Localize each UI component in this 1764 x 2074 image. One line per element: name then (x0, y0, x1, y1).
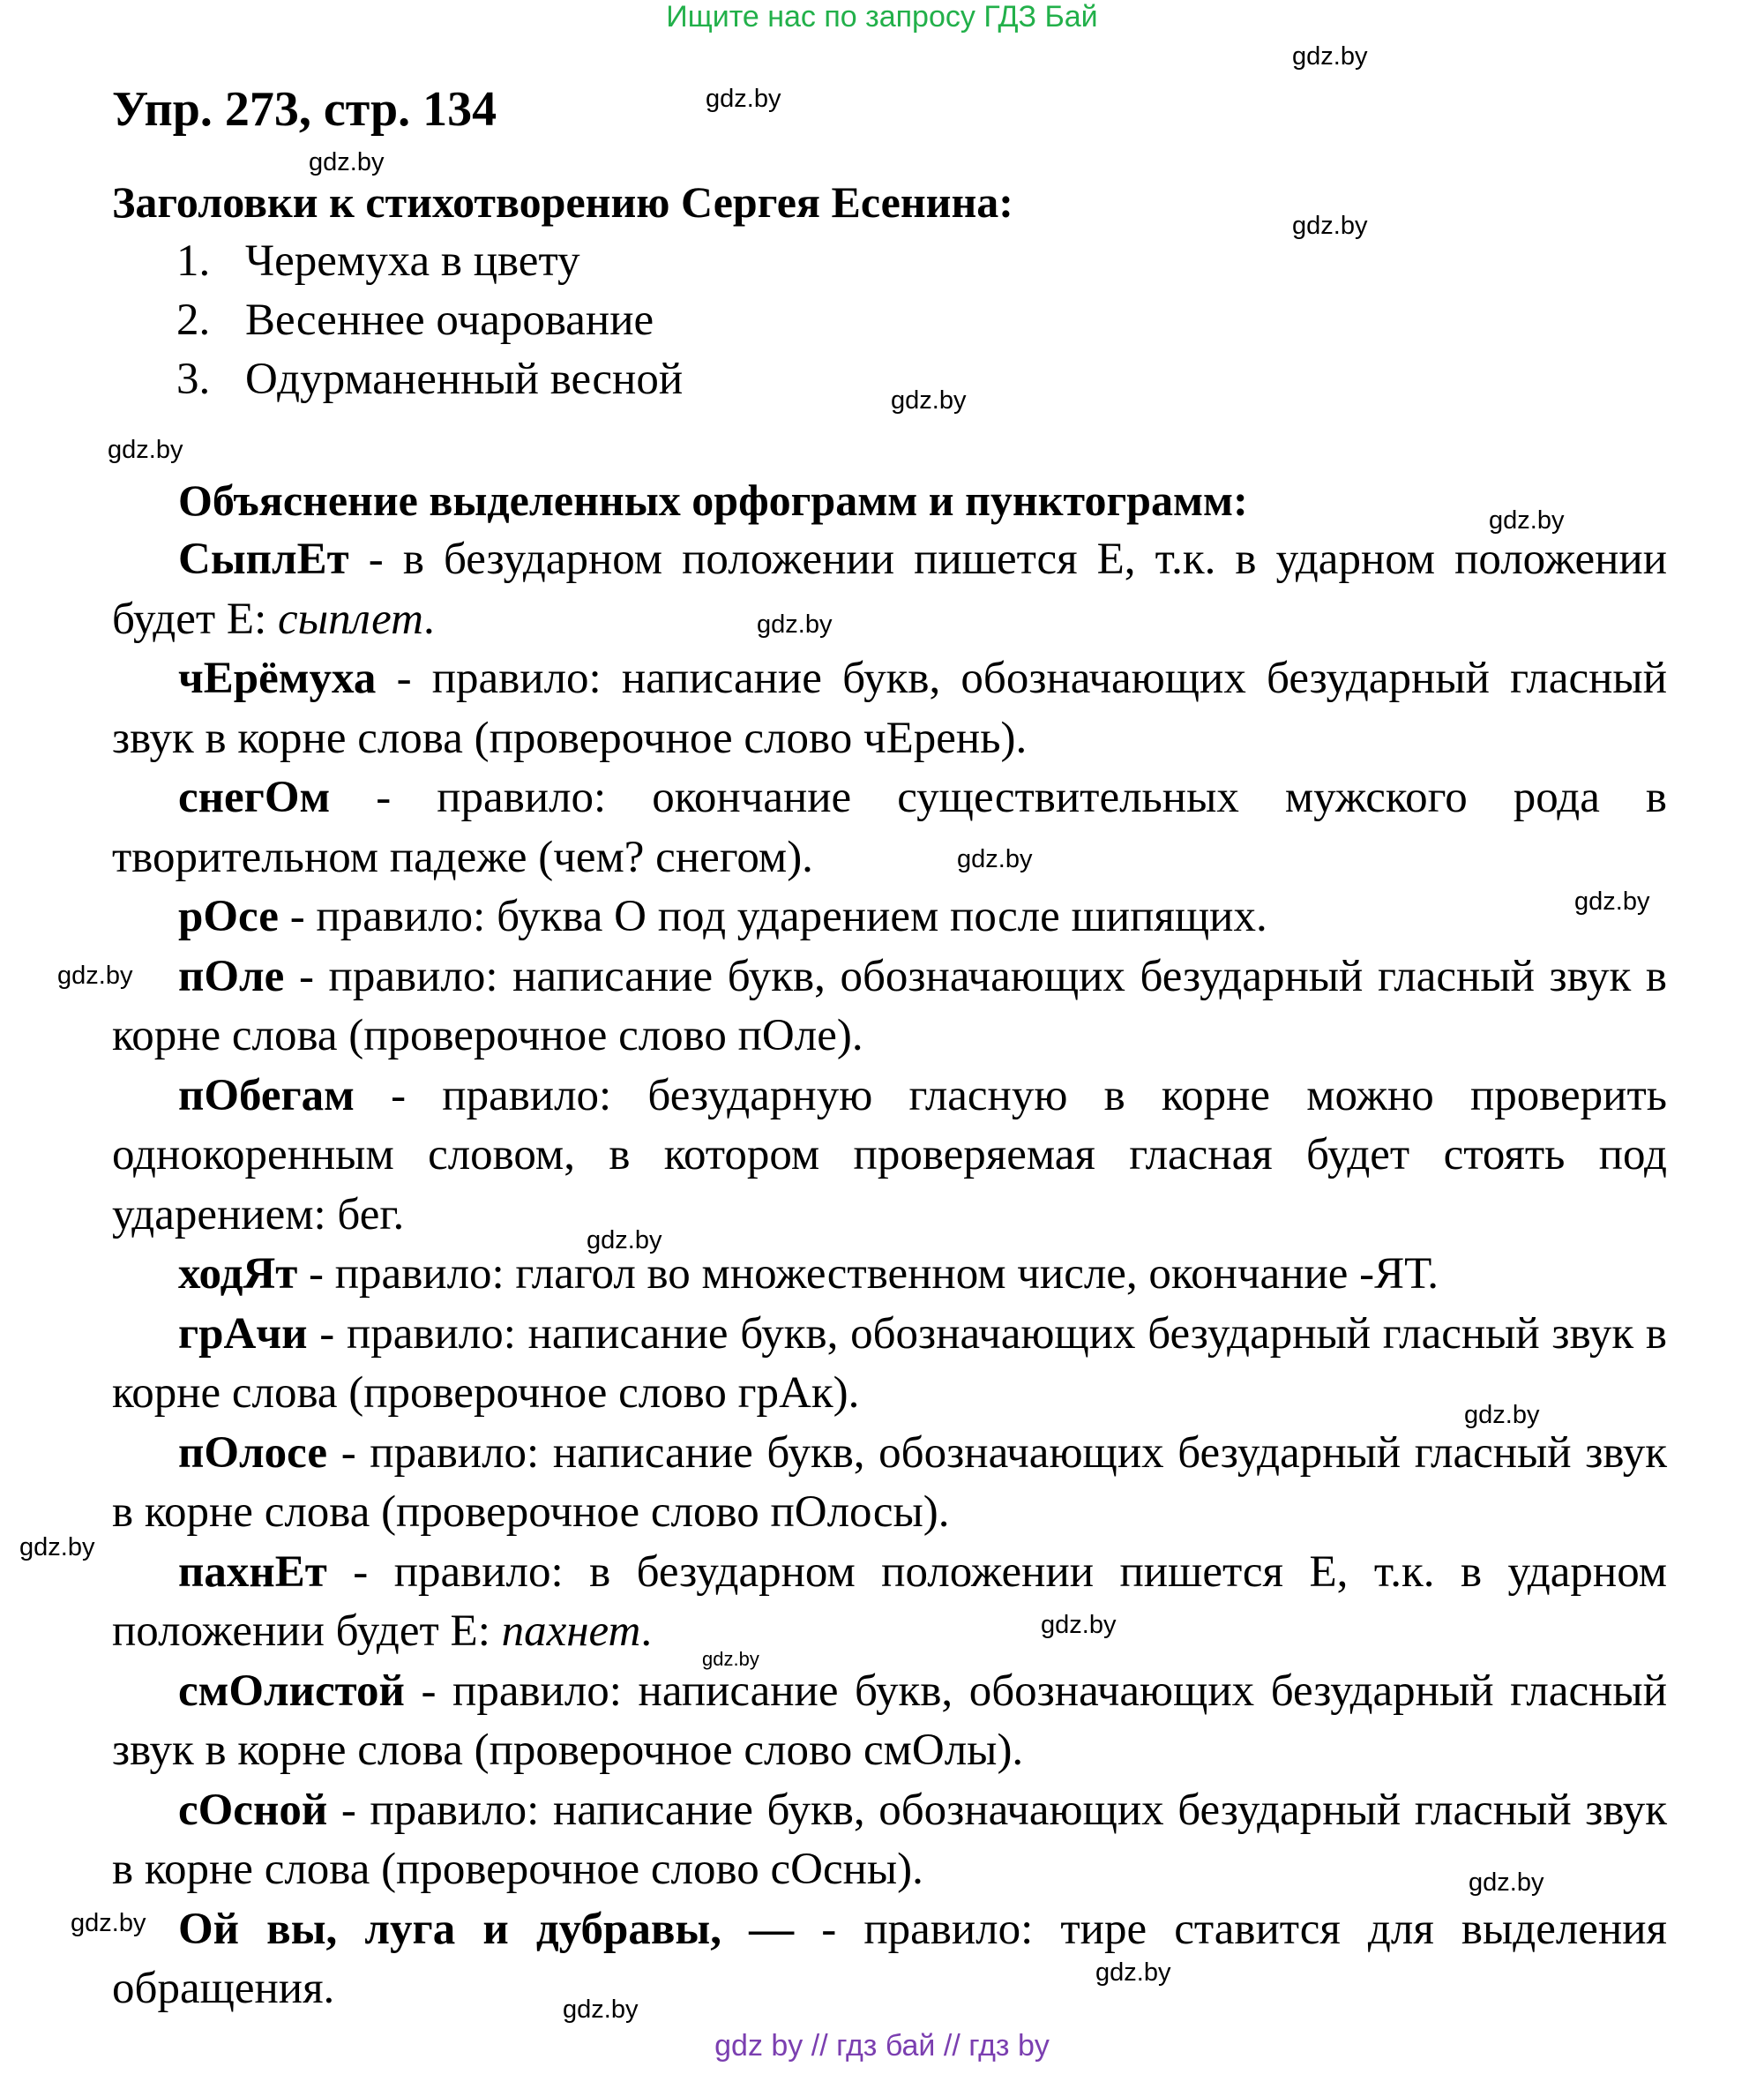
watermark: gdz.by (1469, 1868, 1544, 1897)
entry-rule: - в безударном положении пишется Е, т.к. в ударном положении будет Е: (112, 535, 1667, 644)
watermark: gdz.by (1464, 1401, 1540, 1429)
explanation-entry (112, 1305, 1667, 1424)
entry-rule: - правило: написание букв, обозначающих безударный гласный звук в корне слова (проверочное слово пОле). (112, 951, 1667, 1060)
watermark: gdz.by (1041, 1611, 1117, 1639)
explanation-heading: Объяснение выделенных орфограмм и пунктограмм: (178, 475, 1248, 525)
entry-end: . (640, 1606, 653, 1656)
watermark: gdz.by (757, 610, 833, 639)
explanation-entry (112, 1543, 1667, 1662)
entry-rule: - правило: окончание существительных мужского рода в творительном падеже (чем? снегом). (112, 773, 1667, 882)
top-banner: Ищите нас по запросу ГДЗ Бай (666, 0, 1098, 34)
footer-links[interactable]: gdz by // гдз бай // гдз by (714, 2029, 1050, 2063)
entry-rule: - правило: тире ставится для выделения обращения. (112, 1904, 1667, 2013)
watermark: gdz.by (587, 1226, 662, 1254)
explanation-entry (112, 768, 1667, 887)
explanation-entry (112, 1662, 1667, 1781)
explanation-list (112, 530, 1667, 2019)
watermark: gdz.by (1095, 1958, 1171, 1987)
explanation-entry (112, 530, 1667, 649)
watermark: gdz.by (57, 962, 133, 990)
watermark: gdz.by (1292, 212, 1368, 240)
explanation-entry (112, 649, 1667, 768)
entry-word: смОлистой (178, 1666, 405, 1716)
watermark: gdz.by (563, 1995, 639, 2024)
entry-rule: - правило: написание букв, обозначающих безударный гласный звук в корне слова (проверочное слово сОсны). (112, 1785, 1667, 1894)
list-item (176, 232, 683, 291)
entry-word: СыплЕт (178, 535, 349, 584)
entry-example: сыплет (278, 594, 423, 644)
entry-example: пахнет (501, 1606, 641, 1656)
list-item (176, 350, 683, 409)
watermark: gdz.by (706, 85, 781, 113)
entry-word: снегОм (178, 773, 331, 822)
page-title: Упр. 273, стр. 134 (112, 82, 497, 137)
watermark: gdz.by (957, 845, 1033, 873)
list-item-text: Одурманенный весной (245, 355, 684, 404)
entry-rule: - правило: буква О под ударением после шипящих. (278, 892, 1267, 941)
explanation-entry (112, 1781, 1667, 1900)
watermark: gdz.by (309, 148, 385, 176)
entry-rule: - правило: в безударном положении пишется Е, т.к. в ударном положении будет Е: (112, 1546, 1667, 1656)
explanation-entry (112, 1067, 1667, 1246)
list-item-number: 3. (176, 355, 211, 404)
watermark: gdz.by (19, 1533, 95, 1561)
list-item-number: 2. (176, 296, 211, 345)
list-item-text: Черемуха в цвету (245, 236, 580, 286)
entry-word: пОле (178, 951, 285, 1001)
titles-list (176, 232, 683, 409)
entry-rule: - правило: глагол во множественном числе, окончание -ЯТ. (297, 1249, 1439, 1299)
entry-word: чЕрёмуха (178, 654, 377, 703)
entry-word: пахнЕт (178, 1546, 327, 1597)
explanation-entry (112, 1245, 1667, 1305)
explanation-entry (112, 1900, 1667, 2019)
entry-word: грАчи (178, 1308, 308, 1359)
explanation-entry (112, 947, 1667, 1067)
watermark: gdz.by (1292, 42, 1368, 71)
watermark: gdz.by (1574, 887, 1650, 916)
watermark: gdz.by (108, 436, 183, 464)
entry-rule: - правило: написание букв, обозначающих безударный гласный звук в корне слова (проверочное слово грАк). (112, 1308, 1667, 1418)
watermark: gdz.by (71, 1909, 146, 1937)
entry-rule: - правило: написание букв, обозначающих безударный гласный звук в корне слова (проверочное слово пОлосы). (112, 1427, 1667, 1537)
entry-rule: - правило: написание букв, обозначающих безударный гласный звук в корне слова (проверочное слово чЕрень). (112, 654, 1667, 763)
list-item (176, 291, 683, 350)
watermark: gdz.by (891, 386, 967, 415)
section-heading: Заголовки к стихотворению Сергея Есенина: (112, 177, 1013, 227)
list-item-number: 1. (176, 236, 211, 286)
watermark: gdz.by (1489, 506, 1565, 535)
entry-word: пОбегам (178, 1070, 355, 1120)
entry-word: ходЯт (178, 1249, 298, 1299)
entry-rule: - правило: написание букв, обозначающих безударный гласный звук в корне слова (проверочное слово смОлы). (112, 1666, 1667, 1775)
entry-word: пОлосе (178, 1427, 328, 1478)
entry-end: . (422, 594, 435, 644)
entry-word: рОсе (178, 892, 279, 941)
entry-word: Ой вы, луга и дубравы, — (178, 1904, 795, 1954)
list-item-text: Весеннее очарование (245, 296, 654, 345)
entry-word: сОсной (178, 1785, 328, 1835)
explanation-entry (112, 887, 1667, 947)
explanation-entry (112, 1424, 1667, 1543)
watermark: gdz.by (702, 1648, 759, 1670)
entry-rule: - правило: безударную гласную в корне можно проверить однокоренным словом, в котором проверяемая гласная будет стоять под ударением: бег. (112, 1070, 1667, 1239)
